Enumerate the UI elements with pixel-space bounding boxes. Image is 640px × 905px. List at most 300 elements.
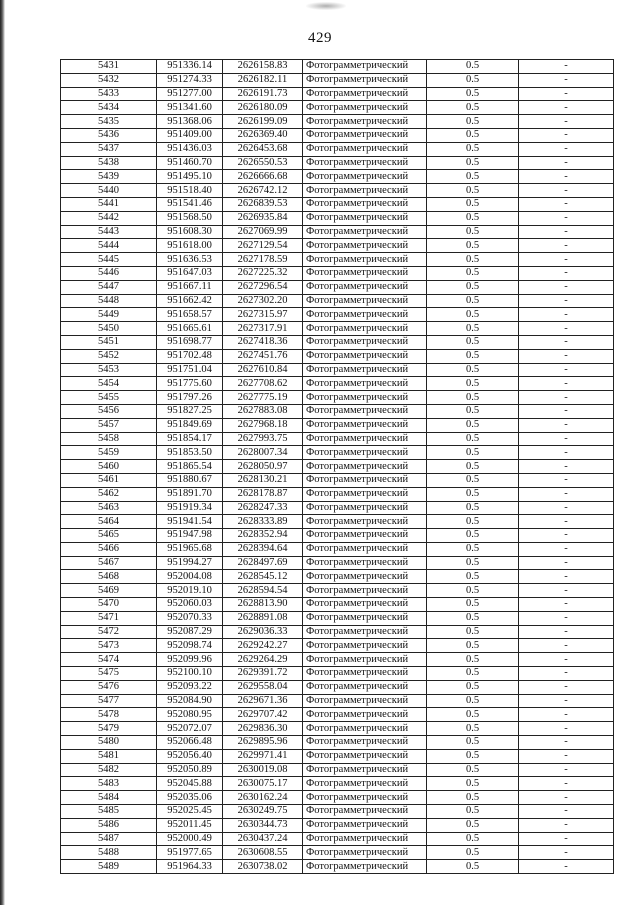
- note-cell: -: [519, 832, 614, 846]
- x-coordinate-cell: 952050.89: [157, 763, 223, 777]
- note-cell: -: [519, 708, 614, 722]
- method-cell: Фотограмметрический: [303, 308, 427, 322]
- x-coordinate-cell: 951698.77: [157, 335, 223, 349]
- table-row: [61, 115, 614, 129]
- x-coordinate-cell: 952025.45: [157, 805, 223, 819]
- point-number-cell: 5485: [61, 805, 157, 819]
- table-row: [61, 625, 614, 639]
- point-number-cell: 5442: [61, 211, 157, 225]
- method-cell: Фотограмметрический: [303, 542, 427, 556]
- accuracy-cell: 0.5: [427, 253, 519, 267]
- method-cell: Фотограмметрический: [303, 818, 427, 832]
- accuracy-cell: 0.5: [427, 818, 519, 832]
- method-cell: Фотограмметрический: [303, 211, 427, 225]
- note-cell: -: [519, 418, 614, 432]
- x-coordinate-cell: 951568.50: [157, 211, 223, 225]
- x-coordinate-cell: 951880.67: [157, 473, 223, 487]
- note-cell: -: [519, 515, 614, 529]
- note-cell: -: [519, 556, 614, 570]
- note-cell: -: [519, 253, 614, 267]
- point-number-cell: 5461: [61, 473, 157, 487]
- point-number-cell: 5434: [61, 101, 157, 115]
- note-cell: -: [519, 60, 614, 74]
- table-row: [61, 349, 614, 363]
- scan-artifact: [306, 2, 346, 10]
- y-coordinate-cell: 2630162.24: [223, 791, 303, 805]
- y-coordinate-cell: 2630249.75: [223, 805, 303, 819]
- y-coordinate-cell: 2630344.73: [223, 818, 303, 832]
- point-number-cell: 5472: [61, 625, 157, 639]
- y-coordinate-cell: 2626199.09: [223, 115, 303, 129]
- accuracy-cell: 0.5: [427, 432, 519, 446]
- method-cell: Фотограмметрический: [303, 501, 427, 515]
- point-number-cell: 5471: [61, 611, 157, 625]
- table-row: [61, 680, 614, 694]
- note-cell: -: [519, 335, 614, 349]
- method-cell: Фотограмметрический: [303, 556, 427, 570]
- note-cell: -: [519, 777, 614, 791]
- y-coordinate-cell: 2627883.08: [223, 404, 303, 418]
- x-coordinate-cell: 951865.54: [157, 460, 223, 474]
- note-cell: -: [519, 322, 614, 336]
- accuracy-cell: 0.5: [427, 225, 519, 239]
- accuracy-cell: 0.5: [427, 460, 519, 474]
- note-cell: -: [519, 156, 614, 170]
- method-cell: Фотограмметрический: [303, 832, 427, 846]
- table-row: [61, 87, 614, 101]
- accuracy-cell: 0.5: [427, 805, 519, 819]
- y-coordinate-cell: 2627178.59: [223, 253, 303, 267]
- table-row: [61, 101, 614, 115]
- y-coordinate-cell: 2626550.53: [223, 156, 303, 170]
- y-coordinate-cell: 2627069.99: [223, 225, 303, 239]
- accuracy-cell: 0.5: [427, 404, 519, 418]
- accuracy-cell: 0.5: [427, 570, 519, 584]
- y-coordinate-cell: 2629391.72: [223, 667, 303, 681]
- y-coordinate-cell: 2629671.36: [223, 694, 303, 708]
- x-coordinate-cell: 951658.57: [157, 308, 223, 322]
- x-coordinate-cell: 952099.96: [157, 653, 223, 667]
- accuracy-cell: 0.5: [427, 446, 519, 460]
- accuracy-cell: 0.5: [427, 391, 519, 405]
- point-number-cell: 5482: [61, 763, 157, 777]
- table-row: [61, 611, 614, 625]
- x-coordinate-cell: 951368.06: [157, 115, 223, 129]
- x-coordinate-cell: 951277.00: [157, 87, 223, 101]
- x-coordinate-cell: 952084.90: [157, 694, 223, 708]
- y-coordinate-cell: 2629836.30: [223, 722, 303, 736]
- note-cell: -: [519, 294, 614, 308]
- table-row: [61, 432, 614, 446]
- x-coordinate-cell: 951336.14: [157, 60, 223, 74]
- method-cell: Фотограмметрический: [303, 87, 427, 101]
- table-row: [61, 225, 614, 239]
- table-row: [61, 529, 614, 543]
- x-coordinate-cell: 952011.45: [157, 818, 223, 832]
- method-cell: Фотограмметрический: [303, 639, 427, 653]
- table-row: [61, 404, 614, 418]
- y-coordinate-cell: 2626369.40: [223, 128, 303, 142]
- y-coordinate-cell: 2627225.32: [223, 266, 303, 280]
- scan-left-edge: [0, 0, 5, 905]
- table-row: [61, 460, 614, 474]
- table-row: [61, 211, 614, 225]
- y-coordinate-cell: 2627418.36: [223, 335, 303, 349]
- point-number-cell: 5439: [61, 170, 157, 184]
- note-cell: -: [519, 487, 614, 501]
- y-coordinate-cell: 2628352.94: [223, 529, 303, 543]
- point-number-cell: 5454: [61, 377, 157, 391]
- point-number-cell: 5464: [61, 515, 157, 529]
- method-cell: Фотограмметрический: [303, 266, 427, 280]
- accuracy-cell: 0.5: [427, 211, 519, 225]
- accuracy-cell: 0.5: [427, 308, 519, 322]
- accuracy-cell: 0.5: [427, 280, 519, 294]
- point-number-cell: 5473: [61, 639, 157, 653]
- note-cell: -: [519, 349, 614, 363]
- y-coordinate-cell: 2628333.89: [223, 515, 303, 529]
- x-coordinate-cell: 951460.70: [157, 156, 223, 170]
- x-coordinate-cell: 952066.48: [157, 736, 223, 750]
- point-number-cell: 5462: [61, 487, 157, 501]
- y-coordinate-cell: 2627451.76: [223, 349, 303, 363]
- method-cell: Фотограмметрический: [303, 128, 427, 142]
- y-coordinate-cell: 2627993.75: [223, 432, 303, 446]
- table-row: [61, 736, 614, 750]
- method-cell: Фотограмметрический: [303, 349, 427, 363]
- point-number-cell: 5475: [61, 667, 157, 681]
- y-coordinate-cell: 2628050.97: [223, 460, 303, 474]
- point-number-cell: 5432: [61, 73, 157, 87]
- method-cell: Фотограмметрический: [303, 335, 427, 349]
- method-cell: Фотограмметрический: [303, 708, 427, 722]
- accuracy-cell: 0.5: [427, 142, 519, 156]
- accuracy-cell: 0.5: [427, 349, 519, 363]
- note-cell: -: [519, 87, 614, 101]
- method-cell: Фотограмметрический: [303, 570, 427, 584]
- point-number-cell: 5431: [61, 60, 157, 74]
- accuracy-cell: 0.5: [427, 128, 519, 142]
- y-coordinate-cell: 2627129.54: [223, 239, 303, 253]
- method-cell: Фотограмметрический: [303, 294, 427, 308]
- accuracy-cell: 0.5: [427, 667, 519, 681]
- x-coordinate-cell: 952080.95: [157, 708, 223, 722]
- y-coordinate-cell: 2628594.54: [223, 584, 303, 598]
- accuracy-cell: 0.5: [427, 184, 519, 198]
- note-cell: -: [519, 115, 614, 129]
- x-coordinate-cell: 952098.74: [157, 639, 223, 653]
- method-cell: Фотограмметрический: [303, 736, 427, 750]
- x-coordinate-cell: 951751.04: [157, 363, 223, 377]
- x-coordinate-cell: 951541.46: [157, 197, 223, 211]
- accuracy-cell: 0.5: [427, 501, 519, 515]
- method-cell: Фотограмметрический: [303, 611, 427, 625]
- table-row: [61, 791, 614, 805]
- accuracy-cell: 0.5: [427, 170, 519, 184]
- coordinates-table: [60, 59, 614, 874]
- accuracy-cell: 0.5: [427, 529, 519, 543]
- point-number-cell: 5487: [61, 832, 157, 846]
- y-coordinate-cell: 2627708.62: [223, 377, 303, 391]
- method-cell: Фотограмметрический: [303, 598, 427, 612]
- method-cell: Фотограмметрический: [303, 253, 427, 267]
- y-coordinate-cell: 2627968.18: [223, 418, 303, 432]
- note-cell: -: [519, 197, 614, 211]
- x-coordinate-cell: 952072.07: [157, 722, 223, 736]
- y-coordinate-cell: 2626453.68: [223, 142, 303, 156]
- x-coordinate-cell: 952100.10: [157, 667, 223, 681]
- x-coordinate-cell: 951274.33: [157, 73, 223, 87]
- method-cell: Фотограмметрический: [303, 404, 427, 418]
- method-cell: Фотограмметрический: [303, 777, 427, 791]
- table-row: [61, 60, 614, 74]
- accuracy-cell: 0.5: [427, 294, 519, 308]
- table-row: [61, 266, 614, 280]
- table-row: [61, 653, 614, 667]
- point-number-cell: 5470: [61, 598, 157, 612]
- method-cell: Фотограмметрический: [303, 446, 427, 460]
- note-cell: -: [519, 805, 614, 819]
- x-coordinate-cell: 951409.00: [157, 128, 223, 142]
- x-coordinate-cell: 951947.98: [157, 529, 223, 543]
- note-cell: -: [519, 529, 614, 543]
- x-coordinate-cell: 952045.88: [157, 777, 223, 791]
- accuracy-cell: 0.5: [427, 763, 519, 777]
- table-row: [61, 749, 614, 763]
- note-cell: -: [519, 680, 614, 694]
- table-row: [61, 239, 614, 253]
- point-number-cell: 5444: [61, 239, 157, 253]
- table-row: [61, 667, 614, 681]
- method-cell: Фотограмметрический: [303, 846, 427, 860]
- accuracy-cell: 0.5: [427, 73, 519, 87]
- note-cell: -: [519, 846, 614, 860]
- point-number-cell: 5479: [61, 722, 157, 736]
- accuracy-cell: 0.5: [427, 584, 519, 598]
- accuracy-cell: 0.5: [427, 611, 519, 625]
- page-number: 429: [308, 30, 332, 46]
- note-cell: -: [519, 791, 614, 805]
- accuracy-cell: 0.5: [427, 639, 519, 653]
- note-cell: -: [519, 860, 614, 874]
- accuracy-cell: 0.5: [427, 625, 519, 639]
- x-coordinate-cell: 951518.40: [157, 184, 223, 198]
- point-number-cell: 5440: [61, 184, 157, 198]
- y-coordinate-cell: 2628813.90: [223, 598, 303, 612]
- x-coordinate-cell: 952087.29: [157, 625, 223, 639]
- note-cell: -: [519, 128, 614, 142]
- note-cell: -: [519, 694, 614, 708]
- point-number-cell: 5478: [61, 708, 157, 722]
- point-number-cell: 5448: [61, 294, 157, 308]
- point-number-cell: 5455: [61, 391, 157, 405]
- accuracy-cell: 0.5: [427, 777, 519, 791]
- note-cell: -: [519, 211, 614, 225]
- table-row: [61, 722, 614, 736]
- table-row: [61, 184, 614, 198]
- table-row: [61, 777, 614, 791]
- note-cell: -: [519, 308, 614, 322]
- point-number-cell: 5452: [61, 349, 157, 363]
- x-coordinate-cell: 951636.53: [157, 253, 223, 267]
- accuracy-cell: 0.5: [427, 749, 519, 763]
- x-coordinate-cell: 951964.33: [157, 860, 223, 874]
- point-number-cell: 5467: [61, 556, 157, 570]
- table-row: [61, 391, 614, 405]
- method-cell: Фотограмметрический: [303, 239, 427, 253]
- table-row: [61, 128, 614, 142]
- x-coordinate-cell: 951854.17: [157, 432, 223, 446]
- x-coordinate-cell: 951853.50: [157, 446, 223, 460]
- note-cell: -: [519, 653, 614, 667]
- accuracy-cell: 0.5: [427, 653, 519, 667]
- point-number-cell: 5456: [61, 404, 157, 418]
- y-coordinate-cell: 2626180.09: [223, 101, 303, 115]
- x-coordinate-cell: 951775.60: [157, 377, 223, 391]
- x-coordinate-cell: 951977.65: [157, 846, 223, 860]
- y-coordinate-cell: 2629242.27: [223, 639, 303, 653]
- point-number-cell: 5484: [61, 791, 157, 805]
- point-number-cell: 5486: [61, 818, 157, 832]
- point-number-cell: 5474: [61, 653, 157, 667]
- method-cell: Фотограмметрический: [303, 722, 427, 736]
- accuracy-cell: 0.5: [427, 846, 519, 860]
- table-row: [61, 487, 614, 501]
- note-cell: -: [519, 639, 614, 653]
- accuracy-cell: 0.5: [427, 335, 519, 349]
- method-cell: Фотограмметрический: [303, 515, 427, 529]
- point-number-cell: 5436: [61, 128, 157, 142]
- point-number-cell: 5480: [61, 736, 157, 750]
- x-coordinate-cell: 951849.69: [157, 418, 223, 432]
- table-row: [61, 294, 614, 308]
- note-cell: -: [519, 501, 614, 515]
- x-coordinate-cell: 951827.25: [157, 404, 223, 418]
- method-cell: Фотограмметрический: [303, 115, 427, 129]
- y-coordinate-cell: 2627610.84: [223, 363, 303, 377]
- accuracy-cell: 0.5: [427, 708, 519, 722]
- method-cell: Фотограмметрический: [303, 460, 427, 474]
- y-coordinate-cell: 2628394.64: [223, 542, 303, 556]
- point-number-cell: 5450: [61, 322, 157, 336]
- method-cell: Фотограмметрический: [303, 791, 427, 805]
- table-row: [61, 542, 614, 556]
- x-coordinate-cell: 951647.03: [157, 266, 223, 280]
- accuracy-cell: 0.5: [427, 197, 519, 211]
- y-coordinate-cell: 2630738.02: [223, 860, 303, 874]
- x-coordinate-cell: 951797.26: [157, 391, 223, 405]
- table-row: [61, 473, 614, 487]
- point-number-cell: 5437: [61, 142, 157, 156]
- x-coordinate-cell: 951618.00: [157, 239, 223, 253]
- point-number-cell: 5445: [61, 253, 157, 267]
- point-number-cell: 5453: [61, 363, 157, 377]
- x-coordinate-cell: 951608.30: [157, 225, 223, 239]
- note-cell: -: [519, 225, 614, 239]
- x-coordinate-cell: 952035.06: [157, 791, 223, 805]
- table-row: [61, 322, 614, 336]
- point-number-cell: 5457: [61, 418, 157, 432]
- point-number-cell: 5443: [61, 225, 157, 239]
- method-cell: Фотограмметрический: [303, 156, 427, 170]
- x-coordinate-cell: 951436.03: [157, 142, 223, 156]
- y-coordinate-cell: 2629895.96: [223, 736, 303, 750]
- point-number-cell: 5441: [61, 197, 157, 211]
- y-coordinate-cell: 2629264.29: [223, 653, 303, 667]
- method-cell: Фотограмметрический: [303, 667, 427, 681]
- table-row: [61, 363, 614, 377]
- accuracy-cell: 0.5: [427, 598, 519, 612]
- y-coordinate-cell: 2630608.55: [223, 846, 303, 860]
- y-coordinate-cell: 2628247.33: [223, 501, 303, 515]
- method-cell: Фотограмметрический: [303, 197, 427, 211]
- note-cell: -: [519, 391, 614, 405]
- method-cell: Фотограмметрический: [303, 418, 427, 432]
- method-cell: Фотограмметрический: [303, 184, 427, 198]
- accuracy-cell: 0.5: [427, 60, 519, 74]
- y-coordinate-cell: 2628007.34: [223, 446, 303, 460]
- x-coordinate-cell: 952004.08: [157, 570, 223, 584]
- y-coordinate-cell: 2626158.83: [223, 60, 303, 74]
- method-cell: Фотограмметрический: [303, 280, 427, 294]
- table-row: [61, 170, 614, 184]
- y-coordinate-cell: 2626182.11: [223, 73, 303, 87]
- accuracy-cell: 0.5: [427, 377, 519, 391]
- method-cell: Фотограмметрический: [303, 432, 427, 446]
- note-cell: -: [519, 625, 614, 639]
- accuracy-cell: 0.5: [427, 791, 519, 805]
- point-number-cell: 5489: [61, 860, 157, 874]
- point-number-cell: 5483: [61, 777, 157, 791]
- x-coordinate-cell: 952056.40: [157, 749, 223, 763]
- x-coordinate-cell: 951341.60: [157, 101, 223, 115]
- y-coordinate-cell: 2630075.17: [223, 777, 303, 791]
- y-coordinate-cell: 2627302.20: [223, 294, 303, 308]
- x-coordinate-cell: 951965.68: [157, 542, 223, 556]
- method-cell: Фотограмметрический: [303, 225, 427, 239]
- method-cell: Фотограмметрический: [303, 101, 427, 115]
- y-coordinate-cell: 2626191.73: [223, 87, 303, 101]
- accuracy-cell: 0.5: [427, 556, 519, 570]
- note-cell: -: [519, 377, 614, 391]
- y-coordinate-cell: 2626742.12: [223, 184, 303, 198]
- table-row: [61, 639, 614, 653]
- y-coordinate-cell: 2628497.69: [223, 556, 303, 570]
- method-cell: Фотограмметрический: [303, 763, 427, 777]
- method-cell: Фотограмметрический: [303, 60, 427, 74]
- x-coordinate-cell: 952000.49: [157, 832, 223, 846]
- table-row: [61, 515, 614, 529]
- table-row: [61, 418, 614, 432]
- note-cell: -: [519, 460, 614, 474]
- table-row: [61, 556, 614, 570]
- table-row: [61, 335, 614, 349]
- point-number-cell: 5451: [61, 335, 157, 349]
- method-cell: Фотограмметрический: [303, 73, 427, 87]
- y-coordinate-cell: 2630019.08: [223, 763, 303, 777]
- point-number-cell: 5435: [61, 115, 157, 129]
- table-row: [61, 818, 614, 832]
- x-coordinate-cell: 951919.34: [157, 501, 223, 515]
- table-row: [61, 73, 614, 87]
- point-number-cell: 5438: [61, 156, 157, 170]
- accuracy-cell: 0.5: [427, 363, 519, 377]
- x-coordinate-cell: 951702.48: [157, 349, 223, 363]
- note-cell: -: [519, 432, 614, 446]
- note-cell: -: [519, 542, 614, 556]
- table-row: [61, 598, 614, 612]
- accuracy-cell: 0.5: [427, 832, 519, 846]
